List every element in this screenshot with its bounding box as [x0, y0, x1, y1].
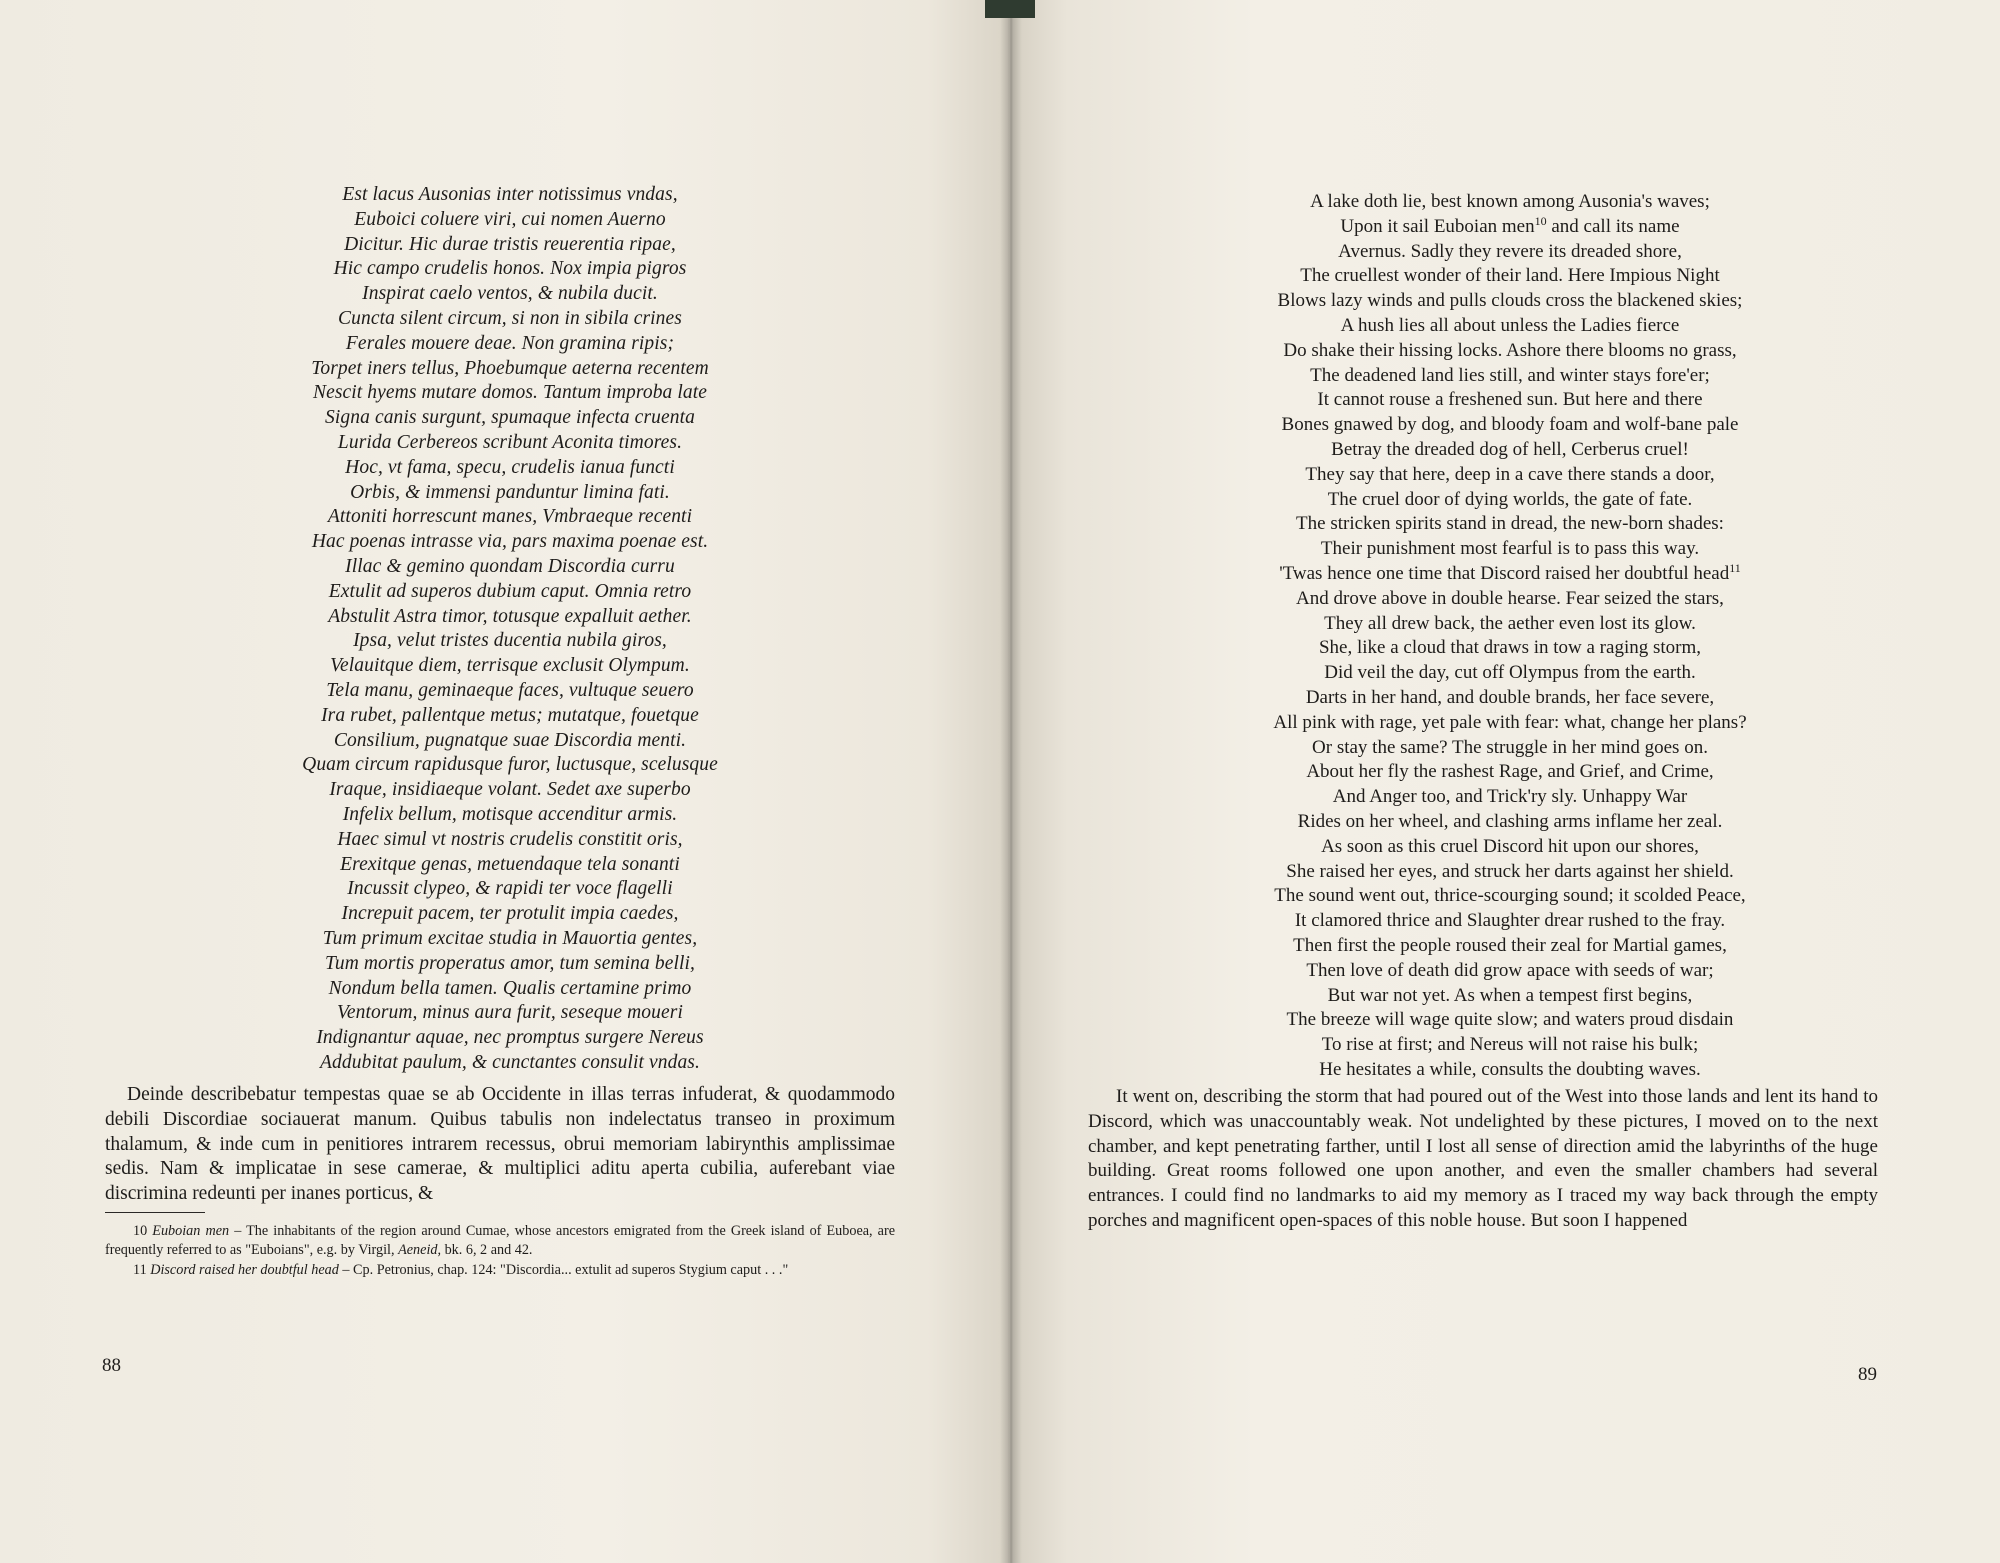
- verse-text: The stricken spirits stand in dread, the new-born shades:: [1296, 513, 1724, 535]
- latin-verse-line: Hac poenas intrasse via, pars maxima poenae est.: [311, 531, 709, 553]
- latin-verse-line: Inspirat caelo ventos, & nubila ducit.: [362, 283, 658, 305]
- verse-text: Betray the dreaded dog of hell, Cerberus cruel!: [1331, 438, 1689, 460]
- latin-verse-line: Quam circum rapidusque furor, luctusque, scelusque: [302, 754, 718, 776]
- english-verse-line: [1085, 860, 1935, 885]
- latin-verse-line: Orbis, & immensi panduntur limina fati.: [350, 481, 670, 503]
- verse-text-after: and call its name: [1546, 215, 1680, 237]
- latin-verse-line: Abstulit Astra timor, totusque expalluit aether.: [328, 605, 692, 627]
- english-verse-line: [1085, 636, 1935, 661]
- verse-text: She raised her eyes, and struck her darts against her shield.: [1286, 860, 1734, 882]
- latin-verse-line: Ipsa, velut tristes ducentia nubila giros,: [353, 630, 667, 652]
- latin-verse-line: Est lacus Ausonias inter notissimus vndas,: [342, 184, 678, 205]
- latin-verse-line: Hoc, vt fama, specu, crudelis ianua functi: [345, 456, 675, 478]
- verse-text: The cruellest wonder of their land. Here Impious Night: [1300, 265, 1720, 287]
- footnote-marker: 11: [1729, 560, 1741, 575]
- english-verse-line: [1085, 562, 1935, 587]
- latin-verse-line: Dicitur. Hic durae tristis reuerentia ripae,: [344, 233, 676, 255]
- verse-text: Did veil the day, cut off Olympus from the earth.: [1324, 662, 1696, 684]
- footnote-number: 10: [133, 1223, 148, 1239]
- verse-text: Blows lazy winds and pulls clouds cross the blackened skies;: [1277, 290, 1743, 312]
- verse-text: They all drew back, the aether even lost its glow.: [1324, 612, 1696, 634]
- latin-verse-line: Indignantur aquae, nec promptus surgere Nereus: [316, 1027, 704, 1049]
- verse-text: He hesitates a while, consults the doubting waves.: [1319, 1058, 1701, 1080]
- english-verse-line: [1085, 934, 1935, 959]
- english-verse-line: [1085, 215, 1935, 240]
- english-verse-line: [1085, 240, 1935, 265]
- page-number-right: 89: [1858, 1364, 1877, 1385]
- verse-text: It clamored thrice and Slaughter drear rushed to the fray.: [1294, 910, 1726, 932]
- english-verse-line: [1085, 537, 1935, 562]
- verse-text: A lake doth lie, best known among Ausonia's waves;: [1310, 191, 1710, 212]
- latin-verse-line: Lurida Cerbereos scribunt Aconita timores.: [337, 431, 683, 453]
- verse-text: The sound went out, thrice-scourging sound; it scolded Peace,: [1274, 885, 1746, 907]
- english-verse-line: [1085, 1033, 1935, 1058]
- latin-verse-line: Ferales mouere deae. Non gramina ripis;: [345, 332, 675, 354]
- english-verse-line: [1085, 1058, 1935, 1083]
- latin-verse-line: Incussit clypeo, & rapidi ter voce flagelli: [347, 878, 673, 900]
- verse-text: The deadened land lies still, and winter stays fore'er;: [1310, 364, 1710, 386]
- footnote-marker: 10: [1534, 213, 1547, 228]
- english-verse-line: [1085, 264, 1935, 289]
- english-verse-line: [1085, 364, 1935, 389]
- english-verse-line: [1085, 314, 1935, 339]
- verse-text: It cannot rouse a freshened sun. But here and there: [1317, 389, 1703, 411]
- english-verse-line: [1085, 736, 1935, 761]
- footnote-term: Euboian men: [152, 1223, 230, 1239]
- latin-verse-line: Cuncta silent circum, si non in sibila crines: [338, 307, 682, 329]
- footnote-text: – Cp. Petronius, chap. 124: "Discordia... extulit ad superos Stygium caput . . .": [338, 1262, 789, 1278]
- latin-verse: [100, 183, 920, 1076]
- latin-verse-line: Increpuit pacem, ter protulit impia caedes,: [341, 903, 679, 925]
- latin-verse-line: Tela manu, geminaeque faces, vultuque seuero: [326, 679, 694, 701]
- latin-verse-line: Consilium, pugnatque suae Discordia menti.: [333, 729, 687, 751]
- latin-verse-line: Erexitque genas, metuendaque tela sonanti: [340, 853, 680, 875]
- verse-text: A hush lies all about unless the Ladies fierce: [1340, 314, 1680, 336]
- latin-verse-line: Infelix bellum, motisque accenditur armis.: [342, 803, 678, 825]
- verse-text: She, like a cloud that draws in tow a raging storm,: [1318, 637, 1702, 659]
- verse-text: Then love of death did grow apace with seeds of war;: [1306, 959, 1714, 981]
- book-gutter: [1000, 0, 1022, 1563]
- english-verse-line: [1085, 190, 1935, 215]
- footnotes: [105, 1222, 895, 1282]
- latin-verse-line: Attoniti horrescunt manes, Vmbraeque recenti: [327, 506, 693, 528]
- latin-prose: Deinde describebatur tempestas quae se ab Occidente in illas terras infuderat, & quodammodo debili Discordiae sociauerat manum. Quibus tabulis non indelectatus transeo in proximum thalamum, & inde cum in penitiores intrarem recessus, obrui memoriam labirynthis amplissimae sedis. Nam & implicatae in sese camerae, & multiplici aditu aperta cubilia, auferebant viae discrimina redeunti per inanes porticus, &: [105, 1084, 895, 1205]
- latin-verse-line: Ira rubet, pallentque metus; mutatque, fouetque: [321, 704, 699, 726]
- footnote-citation: Aeneid,: [398, 1241, 442, 1258]
- footnote-rule: [105, 1212, 205, 1213]
- latin-verse-line: Euboici coluere viri, cui nomen Auerno: [354, 208, 666, 230]
- verse-text: Bones gnawed by dog, and bloody foam and wolf-bane pale: [1281, 414, 1739, 436]
- english-verse-line: [1085, 289, 1935, 314]
- verse-text: Their punishment most fearful is to pass this way.: [1320, 538, 1700, 560]
- latin-verse-line: Extulit ad superos dubium caput. Omnia retro: [328, 580, 692, 602]
- english-verse: [1085, 190, 1935, 1083]
- latin-verse-line: Illac & gemino quondam Discordia curru: [345, 555, 675, 577]
- verse-text: Or stay the same? The struggle in her mind goes on.: [1312, 736, 1708, 758]
- verse-text: They say that here, deep in a cave there stands a door,: [1305, 463, 1715, 485]
- footnote: [105, 1222, 895, 1259]
- verse-text: But war not yet. As when a tempest first begins,: [1327, 984, 1693, 1006]
- verse-text: Do shake their hissing locks. Ashore there blooms no grass,: [1283, 339, 1737, 361]
- latin-verse-line: Hic campo crudelis honos. Nox impia pigros: [333, 258, 687, 280]
- english-verse-line: [1085, 612, 1935, 637]
- english-verse-line: [1085, 512, 1935, 537]
- verse-text: Upon it sail Euboian men: [1340, 215, 1535, 237]
- latin-verse-line: Addubitat paulum, & cunctantes consulit vndas.: [320, 1051, 700, 1073]
- verse-text: To rise at first; and Nereus will not raise his bulk;: [1321, 1034, 1699, 1056]
- verse-text: The breeze will wage quite slow; and waters proud disdain: [1286, 1009, 1734, 1031]
- latin-verse-line: Tum primum excitae studia in Mauortia gentes,: [322, 927, 698, 949]
- english-verse-line: [1085, 686, 1935, 711]
- english-verse-line: [1085, 488, 1935, 513]
- english-verse-line: [1085, 587, 1935, 612]
- latin-verse-line: Nescit hyems mutare domos. Tantum improba late: [312, 382, 708, 404]
- english-verse-line: [1085, 711, 1935, 736]
- footnote-text: – The inhabitants of the region around Cumae, whose ancestors emigrated from the Greek island of Euboea, are frequently referred to as "Euboians", e.g. by Virgil,: [105, 1223, 896, 1258]
- verse-text: As soon as this cruel Discord hit upon our shores,: [1321, 835, 1699, 857]
- verse-text: And Anger too, and Trick'ry sly. Unhappy War: [1332, 786, 1688, 808]
- english-verse-line: [1085, 413, 1935, 438]
- footnote: [105, 1261, 895, 1280]
- verse-text: Rides on her wheel, and clashing arms inflame her zeal.: [1297, 810, 1723, 832]
- english-verse-line: [1085, 884, 1935, 909]
- english-verse-line: [1085, 760, 1935, 785]
- verse-text: All pink with rage, yet pale with fear: what, change her plans?: [1273, 711, 1747, 733]
- latin-verse-line: Nondum bella tamen. Qualis certamine primo: [328, 977, 692, 999]
- footnote-term: Discord raised her doubtful head: [150, 1262, 339, 1278]
- binding-shadow: [985, 0, 1035, 18]
- english-prose: It went on, describing the storm that had poured out of the West into those lands and lent its hand to Discord, which was unaccountably weak. Not undelighted by these pictures, I moved on to the next chamber, and kept penetrating farther, until I lost all sense of direction amid the labyrinths of the huge building. Great rooms followed one upon another, and even the smaller chambers had several entrances. I could find no landmarks to aid my memory as I traced my way back through the empty porches and magnificent open-spaces of this noble house. But soon I happened: [1088, 1086, 1878, 1231]
- footnote-text-end: bk. 6, 2 and 42.: [441, 1241, 533, 1258]
- english-verse-line: [1085, 438, 1935, 463]
- english-verse-line: [1085, 959, 1935, 984]
- english-verse-line: [1085, 785, 1935, 810]
- english-verse-line: [1085, 339, 1935, 364]
- english-verse-line: [1085, 388, 1935, 413]
- verse-text: Avernus. Sadly they revere its dreaded shore,: [1338, 240, 1682, 262]
- english-verse-line: [1085, 661, 1935, 686]
- english-verse-line: [1085, 909, 1935, 934]
- english-verse-line: [1085, 1008, 1935, 1033]
- english-verse-line: [1085, 984, 1935, 1009]
- latin-verse-line: Iraque, insidiaeque volant. Sedet axe superbo: [329, 779, 691, 801]
- latin-verse-line: Ventorum, minus aura furit, seseque moueri: [337, 1002, 683, 1024]
- latin-verse-line: Signa canis surgunt, spumaque infecta cruenta: [325, 407, 695, 429]
- english-verse-line: [1085, 463, 1935, 488]
- footnote-number: 11: [133, 1262, 147, 1278]
- verse-text: 'Twas hence one time that Discord raised her doubtful head: [1279, 562, 1730, 584]
- latin-verse-line: Velauitque diem, terrisque exclusit Olympum.: [330, 655, 690, 677]
- english-verse-line: [1085, 835, 1935, 860]
- verse-text: And drove above in double hearse. Fear seized the stars,: [1296, 587, 1724, 609]
- latin-verse-line: Torpet iners tellus, Phoebumque aeterna recentem: [311, 357, 709, 379]
- verse-text: Then first the people roused their zeal for Martial games,: [1293, 934, 1727, 956]
- page-number-left: 88: [102, 1355, 121, 1376]
- verse-text: The cruel door of dying worlds, the gate of fate.: [1327, 488, 1693, 510]
- latin-verse-line: Tum mortis properatus amor, tum semina belli,: [325, 952, 695, 974]
- english-verse-line: [1085, 810, 1935, 835]
- verse-text: About her fly the rashest Rage, and Grief, and Crime,: [1306, 761, 1714, 783]
- verse-text: Darts in her hand, and double brands, her face severe,: [1305, 686, 1715, 708]
- latin-verse-line: Haec simul vt nostris crudelis constitit oris,: [337, 828, 683, 850]
